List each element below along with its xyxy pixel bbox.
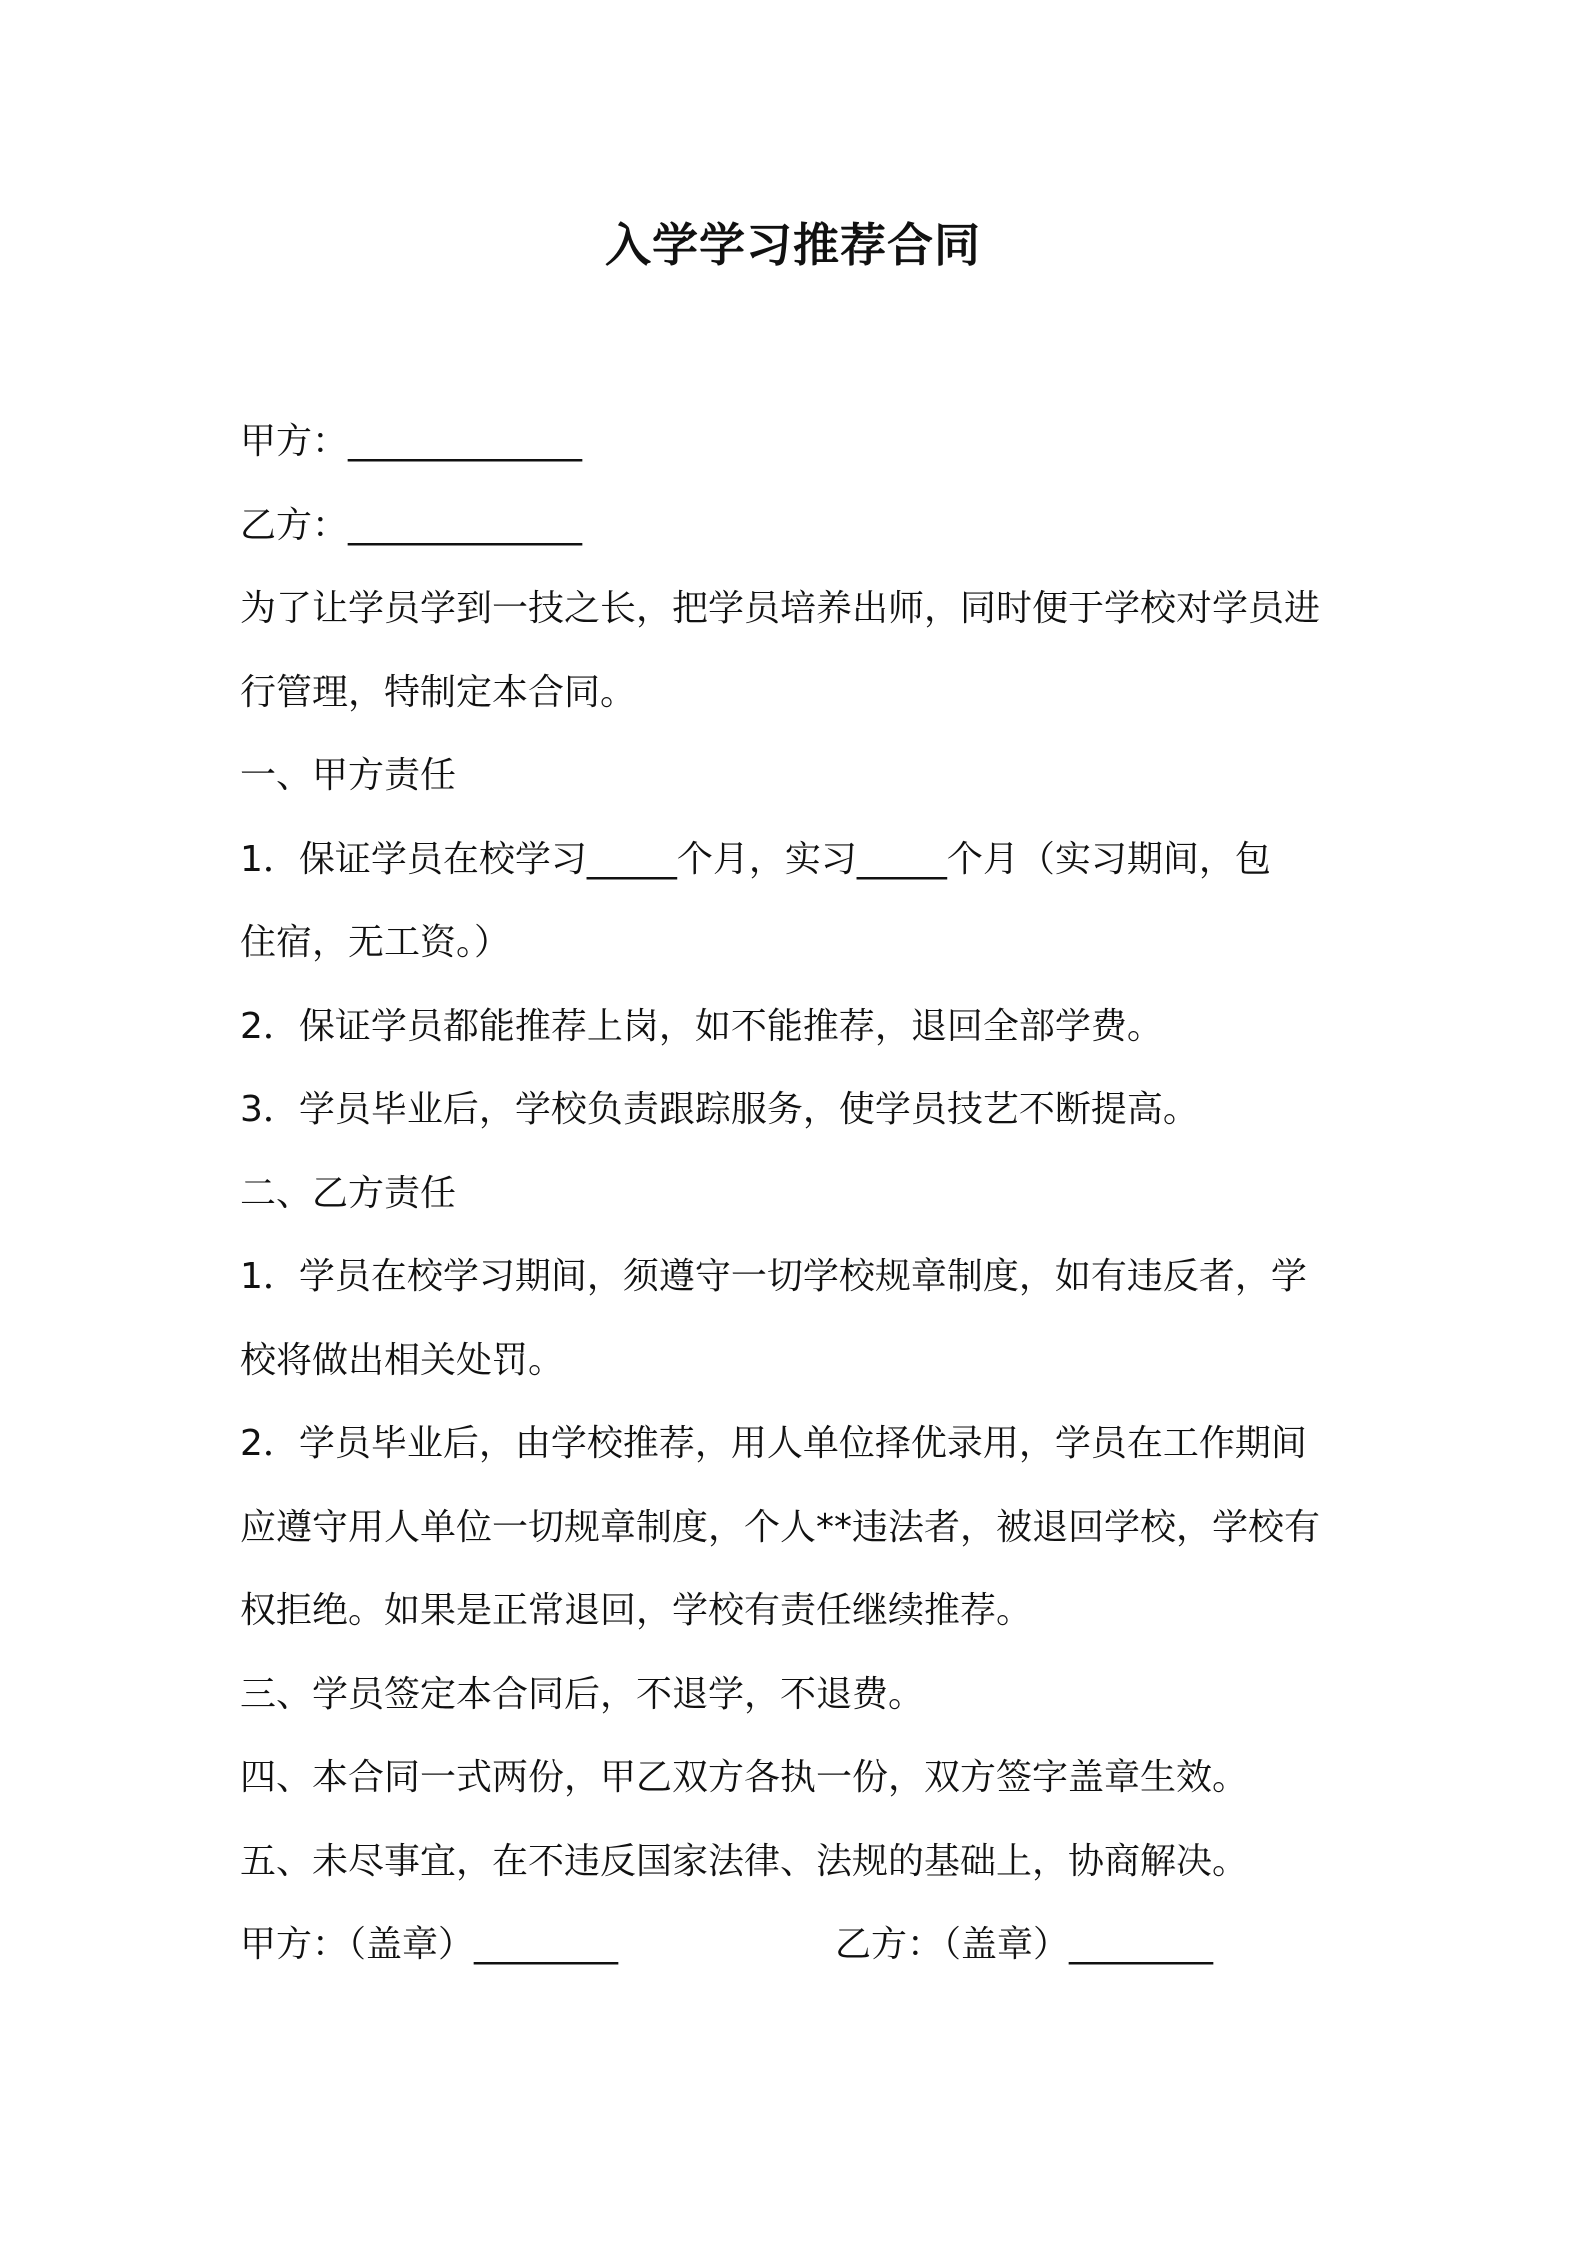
section2-heading: 二、乙方责任 — [240, 1172, 457, 1214]
section1-item3: 3．学员毕业后，学校负责跟踪服务，使学员技艺不断提高。 — [240, 1089, 1199, 1130]
section1-item1-line-2: 住宿，无工资。） — [240, 922, 511, 963]
signature-party-a: 甲方：（盖章）________ — [240, 1924, 619, 1965]
party-b-line: 乙方：_____________ — [240, 504, 583, 546]
party-a-line: 甲方：_____________ — [240, 421, 583, 462]
section5: 五、未尽事宜，在不违反国家法律、法规的基础上，协商解决。 — [240, 1840, 1249, 1882]
section1-item2: 2．保证学员都能推荐上岗，如不能推荐，退回全部学费。 — [240, 1005, 1163, 1047]
section3: 三、学员签定本合同后，不退学，不退费。 — [240, 1673, 925, 1715]
section2-item2-line-3: 权拒绝。如果是正常退回，学校有责任继续推荐。 — [240, 1590, 1033, 1631]
document-body — [240, 400, 1360, 1987]
section2-item1-line-1: 1．学员在校学习期间，须遵守一切学校规章制度，如有违反者，学 — [240, 1256, 1307, 1297]
intro-line-1: 为了让学员学到一技之长，把学员培养出师，同时便于学校对学员进 — [240, 588, 1321, 629]
section1-item1-line-1: 1．保证学员在校学习_____个月，实习_____个月（实习期间，包 — [240, 838, 1271, 880]
signature-party-b: 乙方：（盖章）________ — [835, 1924, 1214, 1965]
section4: 四、本合同一式两份，甲乙双方各执一份，双方签字盖章生效。 — [240, 1757, 1249, 1798]
section2-item2-line-2: 应遵守用人单位一切规章制度，个人**违法者，被退回学校，学校有 — [240, 1506, 1321, 1548]
section2-item1-line-2: 校将做出相关处罚。 — [240, 1339, 565, 1381]
document-title: 入学学习推荐合同 — [605, 218, 981, 272]
section1-heading: 一、甲方责任 — [240, 755, 457, 796]
section2-item2-line-1: 2．学员毕业后，由学校推荐，用人单位择优录用，学员在工作期间 — [240, 1423, 1307, 1464]
signature-row — [240, 1903, 1360, 1987]
intro-line-2: 行管理，特制定本合同。 — [240, 671, 637, 713]
